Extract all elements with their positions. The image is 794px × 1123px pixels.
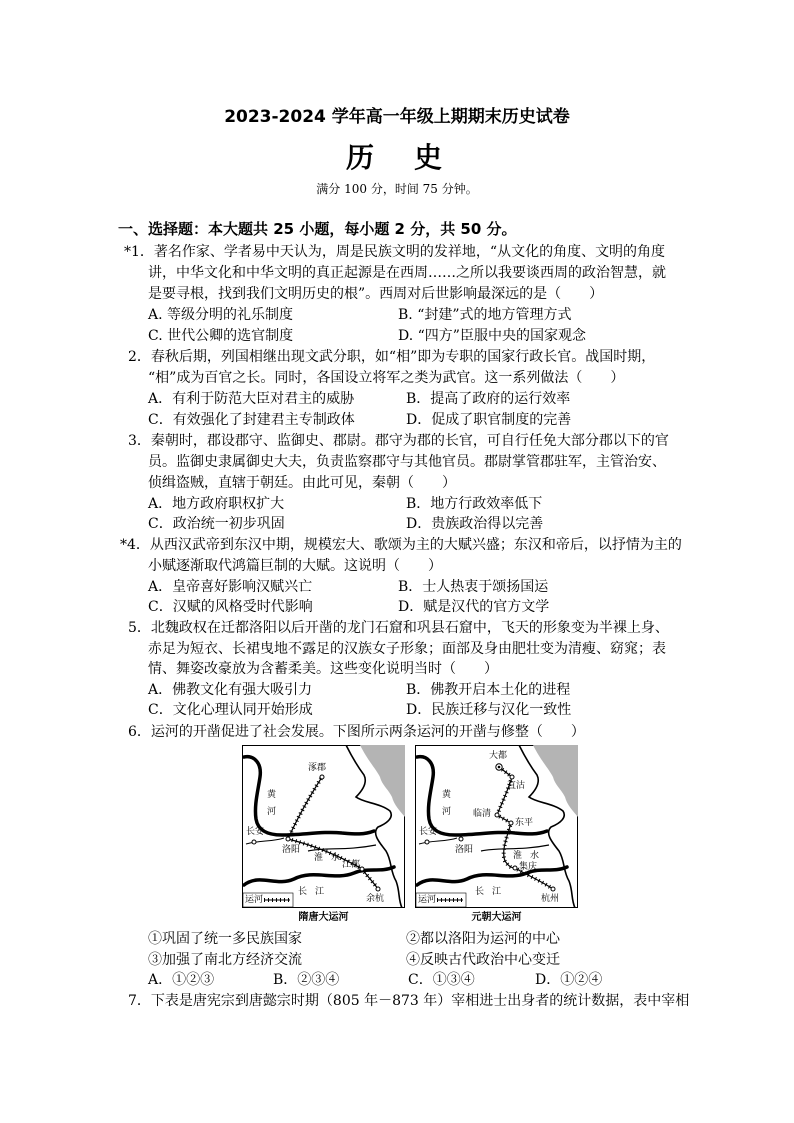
label-changan: 长安 (246, 827, 265, 837)
q1-option-b: B. “封建”式的地方管理方式 (398, 307, 572, 323)
q3-stem-line: 侦缉盗贼，直辖于朝廷。由此可见，秦朝（ ） (148, 475, 456, 491)
label-yellow-river: 黄河 (440, 789, 450, 823)
q1-stem-line: *1．著名作家、学者易中天认为，周是民族文明的发祥地，“从文化的角度、文明的角度 (124, 244, 666, 260)
yuan-map-caption: 元朝大运河 (471, 912, 522, 923)
map-graphic (415, 745, 578, 908)
city-marker (513, 866, 517, 870)
exam-title: 2023-2024 学年高一年级上期期末历史试卷 (224, 107, 570, 127)
label-dadu: 大都 (489, 751, 508, 761)
q6-statement-1: ①巩固了统一多民族国家 (148, 931, 302, 947)
q2-option-b: B．提高了政府的运行效率 (406, 391, 571, 407)
q6-option-a: A．①②③ (148, 972, 215, 988)
q6-statement-4: ④反映古代政治中心变迁 (406, 952, 560, 968)
label-yuhang: 余杭 (366, 894, 385, 904)
exam-info: 满分 100 分，时间 75 分钟。 (316, 182, 478, 196)
q4-option-a: A．皇帝喜好影响汉赋兴亡 (148, 579, 313, 595)
q6-statement-3: ③加强了南北方经济交流 (148, 952, 302, 968)
city-marker (425, 840, 429, 844)
q2-option-c: C．有效强化了封建君主专制政体 (148, 412, 355, 428)
label-dongping: 东平 (515, 818, 534, 828)
q5-option-b: B．佛教开启本土化的进程 (406, 682, 571, 698)
q2-option-a: A．有利于防范大臣对君主的威胁 (148, 391, 355, 407)
q7-stem-line: 7．下表是唐宪宗到唐懿宗时期（805 年－873 年）宰相进士出身者的统计数据，表中宰相 (128, 993, 690, 1009)
label-huai-river: 淮水 (513, 851, 548, 861)
city-marker (509, 821, 513, 825)
label-huai-river: 淮水 (314, 853, 349, 863)
label-zhigu: 直沽 (507, 781, 526, 791)
city-marker (286, 837, 290, 841)
legend-label: 运河 (245, 895, 264, 905)
q2-stem-line: 2．春秋后期，列国相继出现文武分职，如“相”即为专职的国家行政长官。战国时期， (128, 349, 656, 365)
legend-label: 运河 (418, 895, 437, 905)
label-linqing: 临清 (473, 809, 492, 819)
q3-option-b: B．地方行政效率低下 (406, 496, 543, 512)
label-luoyang: 洛阳 (455, 845, 474, 855)
city-marker (360, 867, 364, 871)
q5-stem-line: 情、舞姿改豪放为含蓄柔美。这些变化说明当时（ ） (148, 661, 498, 677)
label-zhuojun: 涿郡 (308, 763, 327, 773)
q4-option-b: B．士人热衷于颂扬国运 (398, 579, 549, 595)
q3-option-d: D．贵族政治得以完善 (406, 516, 544, 532)
sui-tang-map-caption: 隋唐大运河 (298, 912, 349, 923)
city-marker (495, 813, 499, 817)
q6-option-c: C．①③④ (408, 972, 475, 988)
q6-option-b: B．②③④ (273, 972, 340, 988)
q1-stem-line: 讲，中华文化和中华文明的真正起源是在西周……之所以我要谈西周的政治智慧，就 (148, 265, 666, 281)
q3-option-c: C．政治统一初步巩固 (148, 516, 285, 532)
q4-stem-line: *4．从西汉武帝到东汉中期，规模宏大、歌颂为主的大赋兴盛；东汉和帝后，以抒情为主的 (120, 537, 682, 553)
q5-option-d: D．民族迁移与汉化一致性 (406, 702, 572, 718)
city-marker (252, 840, 256, 844)
q2-stem-line: “相”成为百官之长。同时，各国设立将军之类为武官。这一系列做法（ ） (148, 370, 625, 386)
city-marker (551, 887, 555, 891)
q5-stem-line: 赤足为短衣、长裙曳地不露足的汉族女子形象；面部及身由肥壮变为清瘦、窈窕；表 (148, 641, 666, 657)
q4-stem-line: 小赋逐渐取代鸿篇巨制的大赋。这说明（ ） (148, 558, 442, 574)
q5-option-a: A．佛教文化有强大吸引力 (148, 682, 313, 698)
q5-stem-line: 5．北魏政权在迁都洛阳以后开凿的龙门石窟和巩县石窟中，飞天的形象变为半裸上身、 (128, 620, 669, 636)
sui-tang-canal-map (242, 745, 405, 908)
q4-option-c: C．汉赋的风格受时代影响 (148, 599, 313, 615)
label-yangtze-river: 长江 (298, 887, 333, 897)
label-luoyang: 洛阳 (282, 845, 301, 855)
q1-stem-line: 是要寻根，找到我们文明历史的根”。西周对后世影响最深远的是（ ） (148, 286, 604, 302)
capital-marker-dot (498, 766, 501, 769)
q1-option-d: D. “四方”臣服中央的国家观念 (398, 328, 586, 344)
q1-option-c: C. 世代公卿的选官制度 (148, 328, 294, 344)
section-heading: 一、选择题：本大题共 25 小题，每小题 2 分，共 50 分。 (118, 220, 517, 238)
subject-title: 历 史 (345, 141, 448, 174)
q3-stem-line: 员。监御史隶属御史大夫，负责监察郡守与其他官员。郡尉掌管郡驻军，主管治安、 (148, 454, 666, 470)
label-jiqing: 集庆 (519, 862, 538, 872)
label-hangzhou: 杭州 (541, 894, 560, 904)
yuan-canal-map (415, 745, 578, 908)
label-jiangdu: 江都 (342, 860, 361, 870)
q6-stem-line: 6．运河的开凿促进了社会发展。下图所示两条运河的开凿与修整（ ） (128, 724, 585, 740)
label-yellow-river: 黄河 (265, 789, 275, 823)
label-changan: 长安 (419, 827, 438, 837)
city-marker (320, 775, 324, 779)
city-marker (376, 887, 380, 891)
label-yangtze-river: 长江 (475, 887, 510, 897)
q6-statement-2: ②都以洛阳为运河的中心 (406, 931, 560, 947)
city-marker (459, 837, 463, 841)
q6-option-d: D．①②④ (535, 972, 603, 988)
q3-option-a: A．地方政府职权扩大 (148, 496, 285, 512)
city-marker (510, 775, 514, 779)
q1-option-a: A. 等级分明的礼乐制度 (148, 307, 294, 323)
q4-option-d: D．赋是汉代的官方文学 (398, 599, 550, 615)
q2-option-d: D．促成了职官制度的完善 (406, 412, 572, 428)
q3-stem-line: 3．秦朝时，郡设郡守、监御史、郡尉。郡守为郡的长官，可自行任免大部分郡以下的官 (128, 433, 669, 449)
q5-option-c: C．文化心理认同开始形成 (148, 702, 313, 718)
